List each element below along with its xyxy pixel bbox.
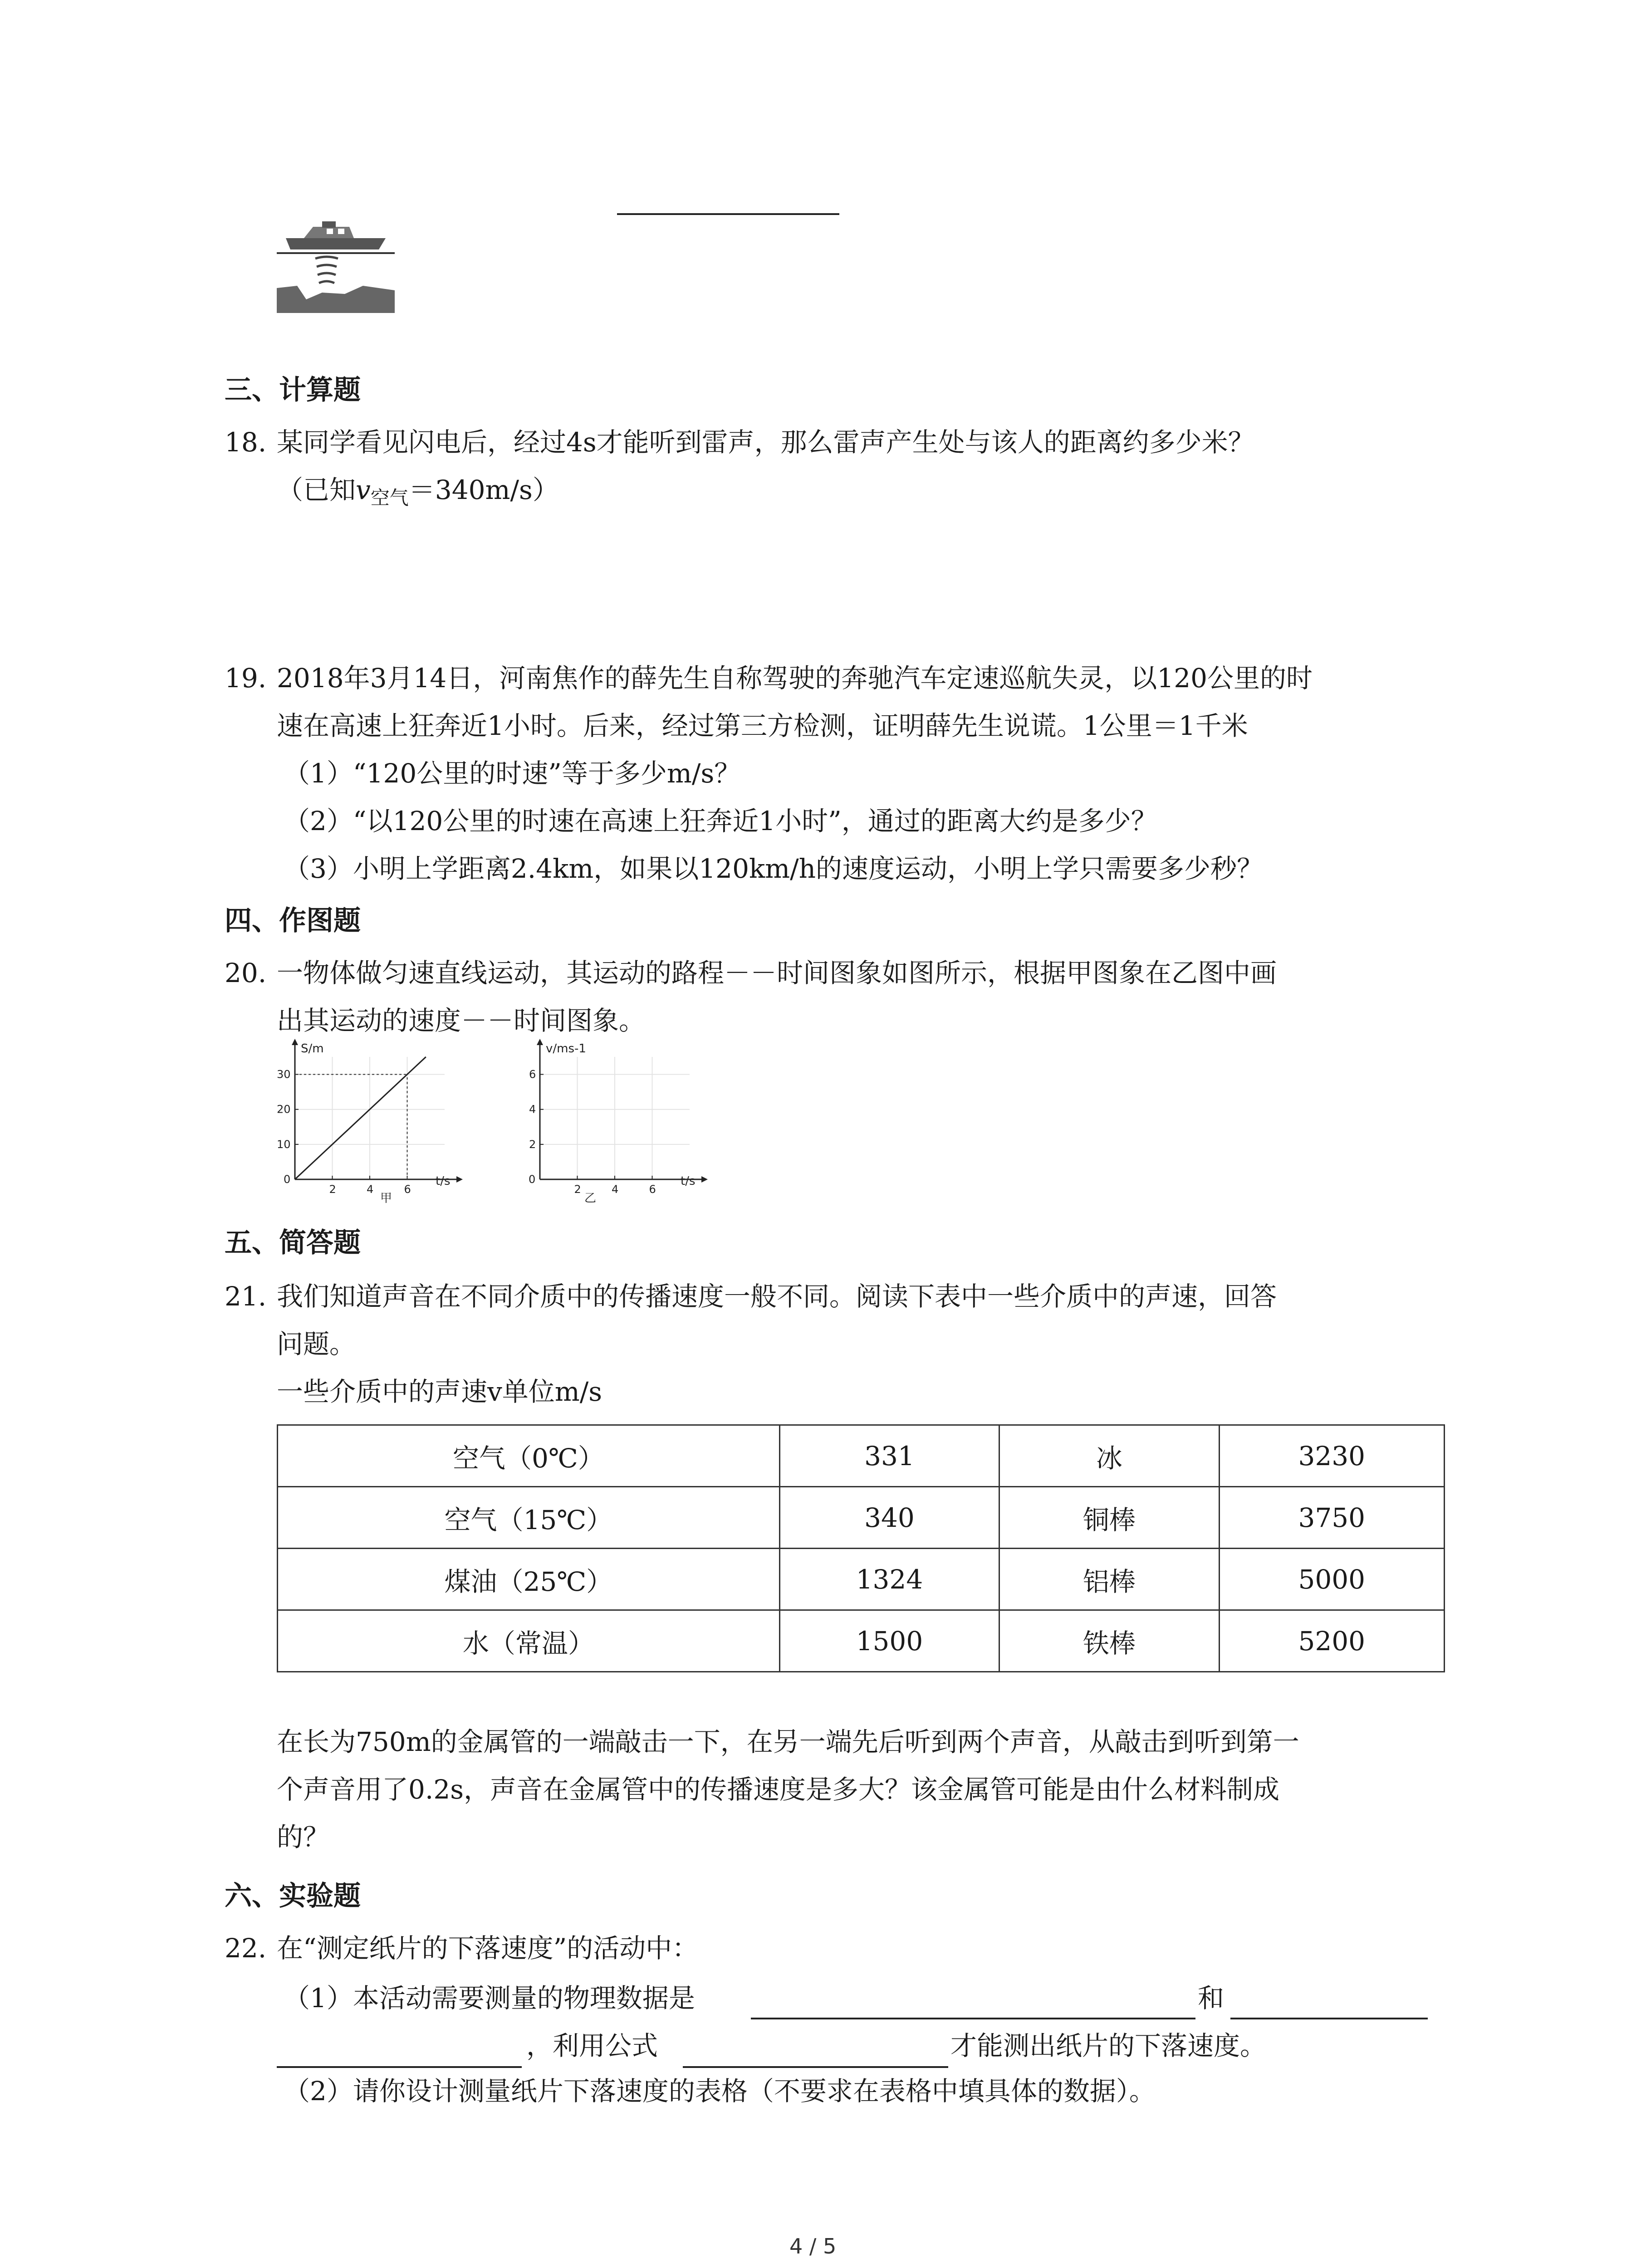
- table-cell: 3230: [1219, 1425, 1444, 1487]
- q18-known-prefix: （已知: [277, 474, 356, 505]
- chart-jia-y-tick-label: 30: [277, 1068, 291, 1081]
- chart-yi-y-arrow: [537, 1039, 543, 1045]
- q21-para1: 在长为750m的金属管的一端敲击一下，在另一端先后听到两个声音，从敲击到听到第一: [277, 1726, 1299, 1757]
- sound-speed-table: [277, 1424, 1445, 1672]
- chart-jia-y-tick-label: 20: [277, 1103, 291, 1116]
- q22-sub1-and: 和: [1198, 1983, 1225, 2014]
- q22-sub1-suffix: 才能测出纸片的下落速度。: [950, 2030, 1267, 2061]
- table-cell: 水（常温）: [278, 1610, 780, 1672]
- chart-yi-y-tick-label: 6: [529, 1068, 536, 1081]
- q21-line2: 问题。: [277, 1329, 356, 1359]
- q19-line1: 2018年3月14日，河南焦作的薛先生自称驾驶的奔驰汽车定速巡航失灵，以120公里的时: [277, 663, 1313, 694]
- boat-sonar-image: [272, 213, 399, 313]
- chart-yi: [499, 1039, 717, 1207]
- chart-yi-y-tick-label: 4: [529, 1103, 536, 1116]
- section-heading-short: 五、简答题: [225, 1227, 361, 1259]
- table-cell: 空气（0℃）: [278, 1425, 780, 1487]
- chart-jia-series-line-0: [295, 1057, 426, 1179]
- chart-yi-xlabel: t/s: [681, 1174, 696, 1188]
- section-heading-calc: 三、计算题: [225, 374, 361, 406]
- chart-jia-x-tick-label: 6: [404, 1183, 411, 1196]
- chart-jia-y-arrow: [292, 1039, 298, 1045]
- table-cell: 340: [779, 1487, 999, 1549]
- table-cell: 5200: [1219, 1610, 1444, 1672]
- q22-sub1-prefix: （1）本活动需要测量的物理数据是: [284, 1983, 695, 2014]
- q18-known: [277, 467, 559, 521]
- q21-table-caption: 一些介质中的声速v单位m/s: [277, 1376, 603, 1407]
- table-cell: 空气（15℃）: [278, 1487, 780, 1549]
- chart-jia-x-tick-label: 0: [284, 1173, 291, 1186]
- table-cell: 5000: [1219, 1549, 1444, 1610]
- q19-number: 19.: [225, 663, 267, 694]
- q22-sub1-formula-label: ，利用公式: [526, 2030, 658, 2061]
- chart-yi-ylabel: v/ms-1: [546, 1042, 586, 1056]
- chart-yi-x-arrow: [701, 1176, 708, 1183]
- q20-number: 20.: [225, 958, 267, 988]
- chart-yi-y-tick-label: 2: [529, 1138, 536, 1151]
- q20-line2: 出其运动的速度－－时间图象。: [277, 1005, 646, 1036]
- q21-line1: 我们知道声音在不同介质中的传播速度一般不同。阅读下表中一些介质中的声速，回答: [277, 1281, 1277, 1312]
- chart-yi-x-tick-label: 2: [574, 1183, 581, 1196]
- chart-jia-x-tick-label: 4: [367, 1183, 374, 1196]
- chart-jia: [254, 1039, 472, 1207]
- q19-sub2: （2）“以120公里的时速在高速上狂奔近1小时”，通过的距离大约是多少？: [284, 806, 1157, 836]
- q22-blank-2[interactable]: [1230, 2018, 1428, 2019]
- q17-answer-blank[interactable]: [617, 213, 839, 215]
- q21-para3: 的？: [277, 1822, 330, 1853]
- chart-yi-x-tick-label: 4: [612, 1183, 619, 1196]
- q19-line2: 速在高速上狂奔近1小时。后来，经过第三方检测，证明薛先生说谎。1公里＝1千米: [277, 710, 1248, 741]
- table-row: [278, 1610, 1445, 1672]
- table-cell: 1500: [779, 1610, 999, 1672]
- q21-para2: 个声音用了0.2s，声音在金属管中的传播速度是多大？该金属管可能是由什么材料制成: [277, 1774, 1280, 1805]
- chart-jia-x-arrow: [456, 1176, 463, 1183]
- table-cell: 铝棒: [999, 1549, 1219, 1610]
- q22-blank-3[interactable]: [277, 2066, 522, 2068]
- table-cell: 冰: [999, 1425, 1219, 1487]
- q22-blank-1[interactable]: [751, 2018, 1195, 2019]
- table-row: [278, 1487, 1445, 1549]
- q22-number: 22.: [225, 1933, 267, 1964]
- chart-jia-x-tick-label: 2: [329, 1183, 336, 1196]
- table-cell: 煤油（25℃）: [278, 1549, 780, 1610]
- chart-yi-x-tick-label: 0: [529, 1173, 536, 1186]
- table-cell: 铜棒: [999, 1487, 1219, 1549]
- table-cell: 1324: [779, 1549, 999, 1610]
- q18-known-sub: 空气: [370, 487, 409, 509]
- q22-line1: 在“测定纸片的下落速度”的活动中：: [277, 1933, 699, 1964]
- q20-line1: 一物体做匀速直线运动，其运动的路程－－时间图象如图所示，根据甲图象在乙图中画: [277, 958, 1277, 988]
- chart-jia-caption: 甲: [380, 1192, 392, 1205]
- q18-known-v: v: [356, 474, 371, 505]
- chart-yi-caption: 乙: [584, 1192, 597, 1205]
- q18-known-value: ＝340m/s）: [408, 474, 559, 505]
- table-cell: 铁棒: [999, 1610, 1219, 1672]
- chart-jia-ylabel: S/m: [301, 1042, 324, 1056]
- q18-text: 某同学看见闪电后，经过4s才能听到雷声，那么雷声产生处与该人的距离约多少米？: [277, 427, 1254, 458]
- section-heading-drawing: 四、作图题: [225, 905, 361, 937]
- q22-sub2: （2）请你设计测量纸片下落速度的表格（不要求在表格中填具体的数据）。: [284, 2076, 1156, 2107]
- q18-number: 18.: [225, 427, 267, 458]
- chart-yi-x-tick-label: 6: [649, 1183, 656, 1196]
- q22-blank-4[interactable]: [683, 2066, 948, 2068]
- table-row: [278, 1549, 1445, 1610]
- chart-jia-y-tick-label: 10: [277, 1138, 291, 1151]
- chart-jia-xlabel: t/s: [436, 1174, 451, 1188]
- table-cell: 3750: [1219, 1487, 1444, 1549]
- section-heading-experiment: 六、实验题: [225, 1880, 361, 1912]
- q19-sub1: （1）“120公里的时速”等于多少m/s？: [284, 758, 741, 789]
- q19-sub3: （3）小明上学距离2.4km，如果以120km/h的速度运动，小明上学只需要多少秒？: [284, 853, 1264, 884]
- table-cell: 331: [779, 1425, 999, 1487]
- page-number: 4 / 5: [789, 2234, 837, 2258]
- q21-number: 21.: [225, 1281, 267, 1312]
- table-row: [278, 1425, 1445, 1487]
